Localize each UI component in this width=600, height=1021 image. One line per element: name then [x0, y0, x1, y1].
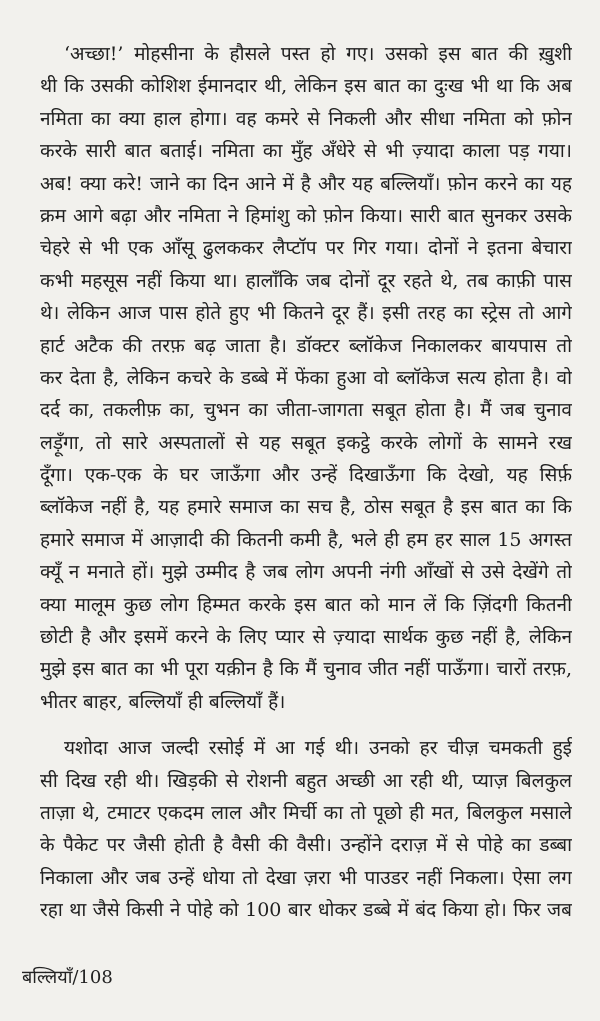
text-line: ब्लॉकेज नहीं है, यह हमारे समाज का सच है, ठोस सबूत है इस बात का कि [40, 496, 572, 519]
page-footer: बल्लियाँ/108 [22, 967, 113, 988]
text-line: दर्द का, तकलीफ़ का, चुभन का जीता-जागता सबूत होता है। मैं जब चुनाव [40, 399, 572, 422]
text-line: भीतर बाहर, बल्लियाँ ही बल्लियाँ हैं। [40, 690, 286, 713]
paragraph-1 [40, 38, 572, 718]
text-line: रहा था जैसे किसी ने पोहे को 100 बार धोकर डब्बे में बंद किया हो। फिर जब [40, 899, 572, 922]
text-line: ‘अच्छा!’ मोहसीना के हौसले पस्त हो गए। उसको इस बात की ख़ुशी [64, 43, 572, 65]
text-line: चेहरे से भी एक आँसू ढुलककर लैप्टॉप पर गिर गया। दोनों ने इतना बेचारा [40, 237, 572, 260]
text-line: यशोदा आज जल्दी रसोई में आ गई थी। उनको हर चीज़ चमकती हुई [64, 737, 572, 760]
text-line: कर देता है, लेकिन कचरे के डब्बे में फेंका हुआ वो ब्लॉकेज सत्य होता है। वो [40, 366, 572, 389]
text-line: क्रम आगे बढ़ा और नमिता ने हिमांशु को फ़ोन किया। सारी बात सुनकर उसके [40, 204, 572, 227]
text-line: हार्ट अटैक की तरफ़ बढ़ जाता है। डॉक्टर ब्लॉकेज निकालकर बायपास तो [40, 334, 572, 357]
text-line: दूँगा। एक-एक के घर जाऊँगा और उन्हें दिखाऊँगा कि देखो, यह सिर्फ़ [40, 464, 572, 487]
text-line: क्यूँ न मनाते हों। मुझे उम्मीद है जब लोग अपनी नंगी आँखों से उसे देखेंगे तो [40, 561, 572, 584]
paragraph-2 [40, 732, 572, 926]
text-line: मुझे इस बात का भी पूरा यक़ीन है कि मैं चुनाव जीत नहीं पाऊँगा। चारों तरफ़, [40, 658, 572, 681]
text-line: लड़ूँगा, तो सारे अस्पतालों से यह सबूत इकट्ठे करके लोगों के सामने रख [40, 431, 572, 454]
text-line: थे। लेकिन आज पास होते हुए भी कितने दूर हैं। इसी तरह का स्ट्रेस तो आगे [40, 302, 572, 325]
text-line: हमारे समाज में आज़ादी की कितनी कमी है, भले ही हम हर साल 15 अगस्त [40, 528, 572, 551]
text-line: छोटी है और इसमें करने के लिए प्यार से ज़्यादा सार्थक कुछ नहीं है, लेकिन [40, 626, 572, 649]
text-line: करके सारी बात बताई। नमिता का मुँह अँधेरे से भी ज़्यादा काला पड़ गया। [40, 140, 572, 163]
text-line: नमिता का क्या हाल होगा। वह कमरे से निकली और सीधा नमिता को फ़ोन [40, 107, 572, 130]
text-line: ताज़ा थे, टमाटर एकदम लाल और मिर्ची का तो पूछो ही मत, बिलकुल मसाले [40, 801, 572, 824]
text-line: अब! क्या करे! जाने का दिन आने में है और यह बल्लियाँ। फ़ोन करने का यह [40, 172, 572, 195]
text-line: निकाला और जब उन्हें धोया तो देखा ज़रा भी पाउडर नहीं निकला। ऐसा लग [40, 866, 572, 889]
text-line: कभी महसूस नहीं किया था। हालाँकि जब दोनों दूर रहते थे, तब काफ़ी पास [40, 269, 572, 292]
text-line: क्या मालूम कुछ लोग हिम्मत करके इस बात को मान लें कि ज़िंदगी कितनी [40, 593, 572, 616]
text-line: सी दिख रही थी। खिड़की से रोशनी बहुत अच्छी आ रही थी, प्याज़ बिलकुल [40, 769, 572, 792]
text-line: के पैकेट पर जैसी होती है वैसी की वैसी। उन्होंने दराज़ में से पोहे का डब्बा [40, 834, 572, 857]
text-line: थी कि उसकी कोशिश ईमानदार थी, लेकिन इस बात का दुःख भी था कि अब [40, 75, 572, 98]
